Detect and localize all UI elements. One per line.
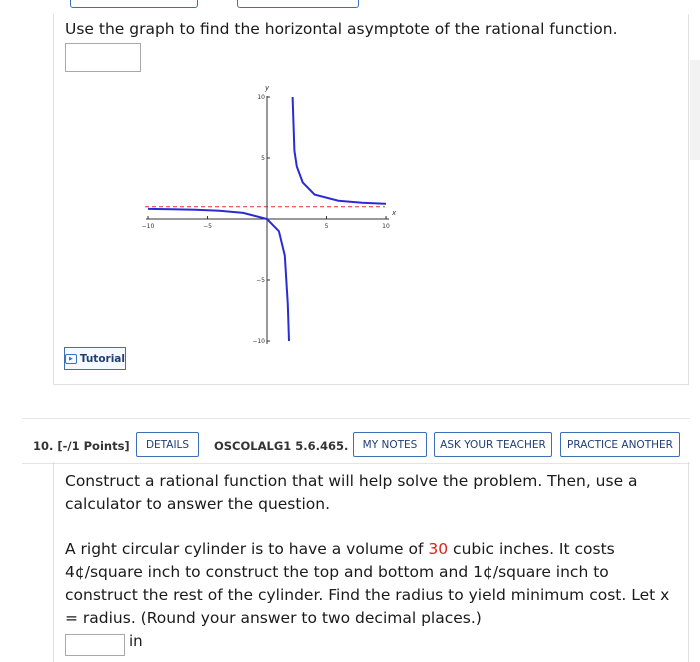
y-tick-label: −10 (252, 338, 265, 345)
radius-unit: in (129, 632, 143, 650)
right-branch-curve (293, 97, 386, 204)
tutorial-icon: ▶ (65, 354, 77, 364)
tutorial-label: Tutorial (79, 352, 125, 365)
x-tick-label: −5 (203, 223, 212, 230)
problem-text-start: A right circular cylinder is to have a volume of (65, 540, 429, 558)
volume-value: 30 (428, 540, 449, 558)
points-label: [-/1 Points] (57, 439, 130, 453)
y-tick-label: 10 (257, 94, 265, 101)
scrollbar[interactable] (690, 60, 700, 160)
practice-another-button[interactable]: PRACTICE ANOTHER (560, 432, 680, 457)
question-9-card (53, 14, 689, 385)
x-axis-label: x (392, 209, 397, 217)
prev-question-button[interactable] (70, 0, 198, 8)
question-10-problem (65, 538, 677, 630)
y-tick-label: −5 (256, 277, 265, 284)
question-10-header (22, 418, 690, 464)
prev-question-button-2[interactable] (237, 0, 359, 8)
y-tick-label: 5 (261, 155, 265, 162)
details-button[interactable]: DETAILS (136, 432, 199, 457)
question-10-body (53, 462, 689, 662)
question-10-number (33, 439, 130, 453)
x-tick-label: 5 (324, 223, 329, 230)
left-branch-curve (148, 209, 289, 341)
x-tick-label: 10 (382, 223, 390, 230)
radius-answer-input[interactable] (65, 634, 125, 656)
question-number: 10. (33, 439, 54, 453)
my-notes-button[interactable]: MY NOTES (353, 432, 427, 457)
question-9-prompt: Use the graph to find the horizontal asymptote of the rational function. (65, 20, 618, 38)
question-10-instruction: Construct a rational function that will help solve the problem. Then, use a calculator to answer the question. (65, 472, 638, 513)
y-axis-label: y (265, 84, 270, 92)
problem-text-end: cubic inches. It costs 4¢/square inch to construct the top and bottom and 1¢/square inch to construct the rest of the cylinder. Find the radius to yield minimum cost. Let x = radius. (Round your answer to two decimal places.) (65, 540, 670, 627)
problem-code: OSCOLALG1 5.6.465. (214, 439, 349, 453)
rational-function-graph (139, 84, 429, 369)
ask-teacher-button[interactable]: ASK YOUR TEACHER (434, 432, 552, 457)
tutorial-button[interactable] (64, 347, 126, 370)
x-tick-label: −10 (141, 223, 155, 230)
asymptote-answer-input[interactable] (65, 43, 141, 72)
